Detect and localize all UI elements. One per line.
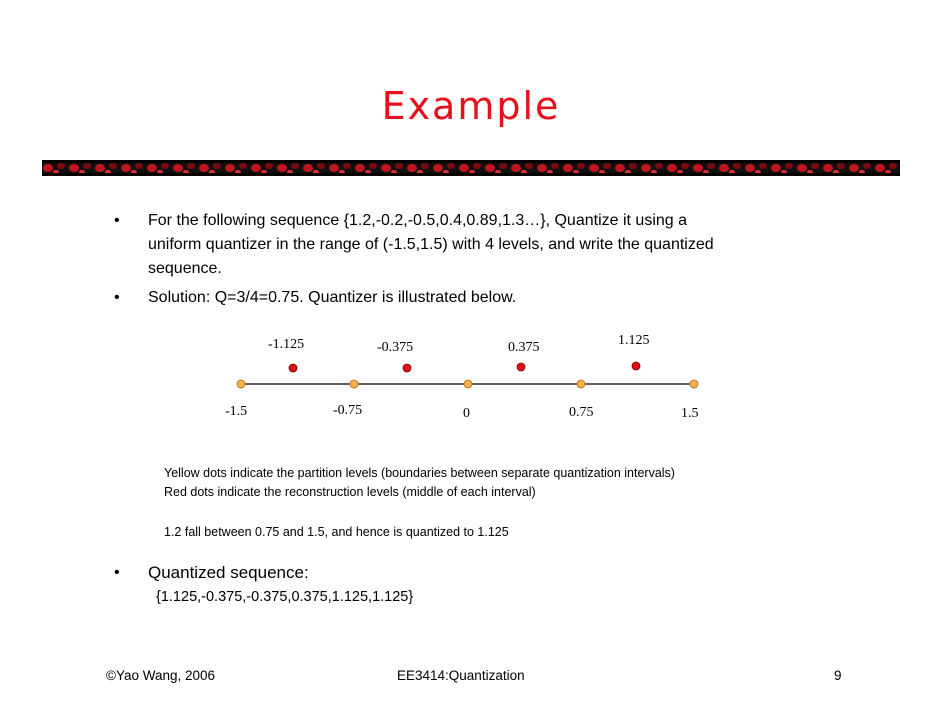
partition-dot [577, 380, 585, 388]
partition-label: -1.5 [225, 404, 248, 419]
quantized-sequence-value: {1.125,-0.375,-0.375,0.375,1.125,1.125} [156, 589, 414, 605]
reconstruction-label: 1.125 [618, 333, 650, 348]
bullet-line: Solution: Q=3/4=0.75. Quantizer is illustrated below. [148, 289, 517, 306]
partition-dot [237, 380, 245, 388]
bullet-line: Quantized sequence: [148, 563, 309, 582]
bullet-symbol: • [114, 564, 120, 581]
reconstruction-dot [632, 362, 640, 370]
partition-label: 1.5 [681, 406, 699, 421]
partition-label: -0.75 [333, 403, 363, 418]
note-partition: Yellow dots indicate the partition levels (boundaries between separate quantization intervals) [164, 466, 675, 480]
note-reconstruction: Red dots indicate the reconstruction levels (middle of each interval) [164, 485, 536, 499]
partition-dot [464, 380, 472, 388]
reconstruction-dot [403, 364, 411, 372]
bullet-line: sequence. [148, 260, 222, 277]
quantizer-diagram [0, 320, 942, 430]
footer-course: EE3414:Quantization [397, 668, 525, 683]
title-divider-bar [42, 160, 900, 176]
partition-dot [350, 380, 358, 388]
reconstruction-dot [517, 363, 525, 371]
reconstruction-label: 0.375 [508, 340, 540, 355]
reconstruction-dot [289, 364, 297, 372]
bullet-symbol: • [114, 212, 120, 229]
slide-title: Example [381, 84, 561, 128]
bullet-question [114, 209, 874, 281]
bullet-symbol: • [114, 289, 120, 306]
bullet-line: uniform quantizer in the range of (-1.5,1.5) with 4 levels, and write the quantized [148, 236, 714, 253]
footer-page-number: 9 [834, 668, 842, 683]
partition-label: 0 [463, 406, 470, 421]
bullet-line: For the following sequence {1.2,-0.2,-0.5,0.4,0.89,1.3…}, Quantize it using a [148, 212, 688, 229]
bullet-quantized-sequence [114, 561, 874, 585]
note-example: 1.2 fall between 0.75 and 1.5, and hence is quantized to 1.125 [164, 525, 509, 539]
reconstruction-label: -0.375 [377, 340, 414, 355]
bullet-solution [114, 286, 874, 310]
partition-label: 0.75 [569, 405, 594, 420]
footer-author: ©Yao Wang, 2006 [106, 668, 216, 683]
reconstruction-label: -1.125 [268, 337, 305, 352]
partition-dot [690, 380, 698, 388]
